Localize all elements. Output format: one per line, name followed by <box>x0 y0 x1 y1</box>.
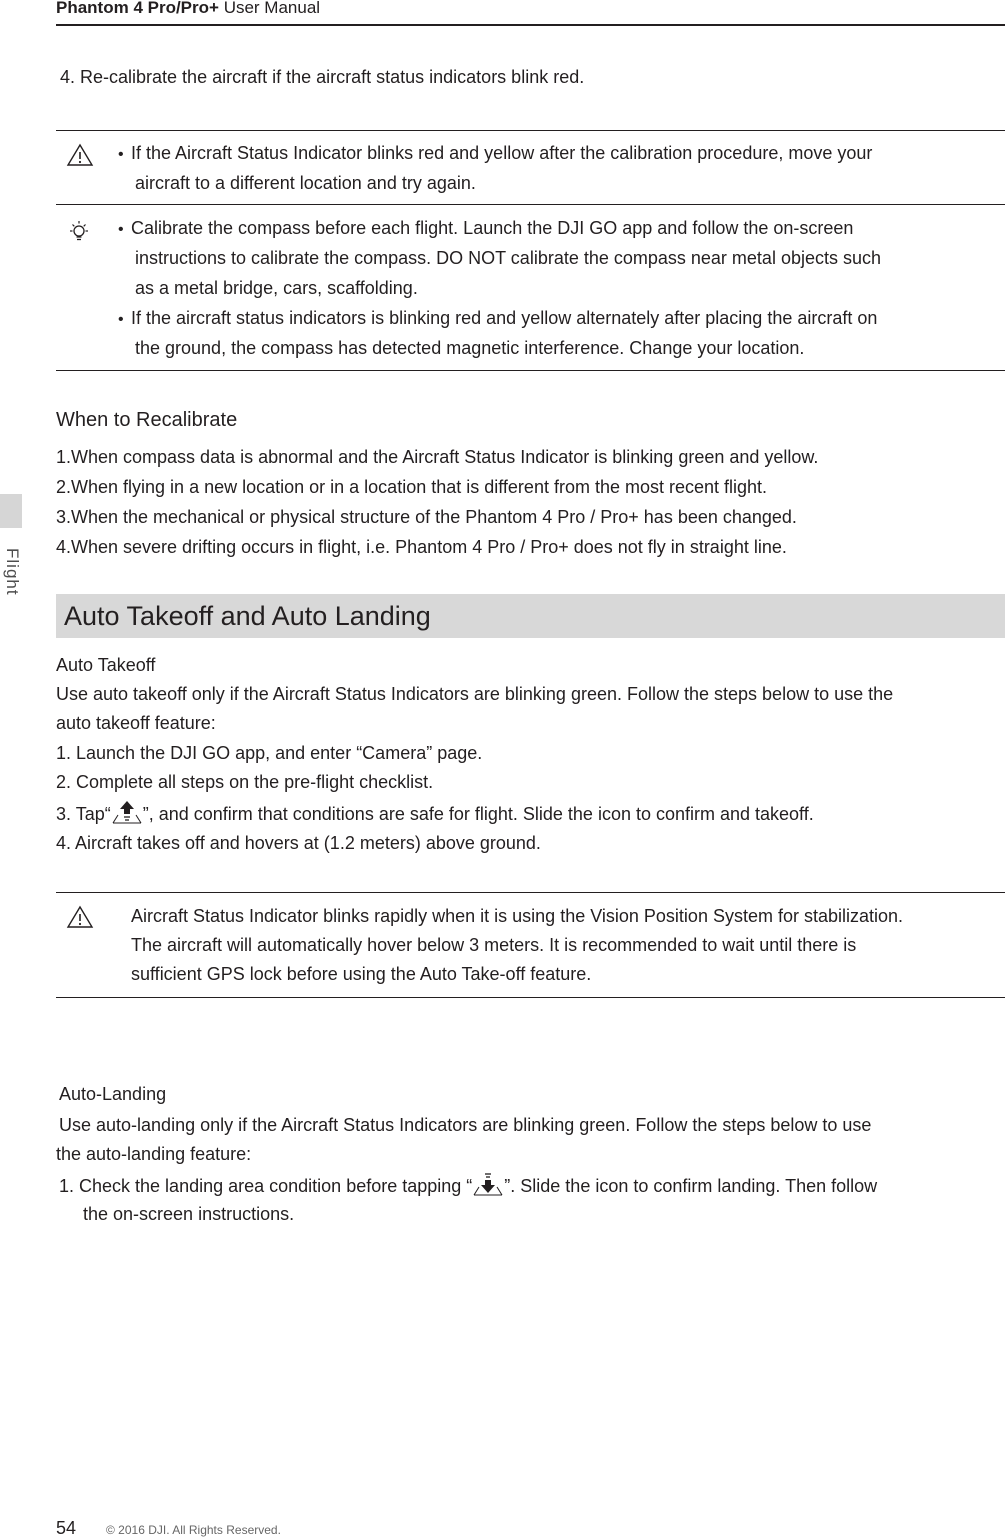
takeoff-step3-prefix: 3. Tap“ <box>56 804 111 824</box>
recalibrate-item-1: 1.When compass data is abnormal and the Aircraft Status Indicator is blinking green and yellow. <box>56 447 819 467</box>
landing-intro-line2: the auto-landing feature: <box>56 1144 252 1164</box>
takeoff-icon <box>111 800 143 822</box>
landing-step1-prefix: 1. Check the landing area condition before tapping “ <box>59 1176 473 1196</box>
landing-step-1-line2: the on-screen instructions. <box>83 1204 295 1224</box>
landing-step-1 <box>59 1171 877 1201</box>
lightbulb-icon <box>66 219 92 250</box>
recalibrate-step: 4. Re-calibrate the aircraft if the aircraft status indicators blink red. <box>60 67 585 87</box>
recalibrate-heading: When to Recalibrate <box>56 409 238 431</box>
warning2-bottom-rule <box>56 997 1005 998</box>
takeoff-intro-line1: Use auto takeoff only if the Aircraft Status Indicators are blinking green. Follow the steps below to use the <box>56 684 894 704</box>
recalibrate-item-2: 2.When flying in a new location or in a location that is different from the most recent flight. <box>56 477 768 497</box>
tip1-text1: Calibrate the compass before each flight. Launch the DJI GO app and follow the on-screen <box>131 218 854 238</box>
landing-heading: Auto-Landing <box>59 1084 167 1104</box>
side-tab-marker <box>0 494 22 528</box>
tip2-line1: • If the aircraft status indicators is blinking red and yellow alternately after placing the aircraft on <box>118 308 878 328</box>
warning1-line2: aircraft to a different location and try again. <box>135 173 476 193</box>
tip2-line2: the ground, the compass has detected magnetic interference. Change your location. <box>135 338 805 358</box>
page-number: 54 <box>56 1518 77 1538</box>
header-product: Phantom 4 Pro/Pro+ <box>56 0 219 17</box>
tip2-text1: If the aircraft status indicators is blinking red and yellow alternately after placing the aircraft on <box>131 308 878 328</box>
recalibrate-item-3: 3.When the mechanical or physical structure of the Phantom 4 Pro / Pro+ has been changed. <box>56 507 797 527</box>
tip1-line1: • Calibrate the compass before each flight. Launch the DJI GO app and follow the on-screen <box>118 218 854 238</box>
tip1-line2: instructions to calibrate the compass. DO NOT calibrate the compass near metal objects such <box>135 248 881 268</box>
recalibrate-item-4: 4.When severe drifting occurs in flight, i.e. Phantom 4 Pro / Pro+ does not fly in straight line. <box>56 537 787 557</box>
warning-icon <box>66 143 94 172</box>
warning-icon <box>66 905 94 934</box>
takeoff-step-4: 4. Aircraft takes off and hovers at (1.2 meters) above ground. <box>56 833 541 853</box>
warning2-line2: The aircraft will automatically hover below 3 meters. It is recommended to wait until there is <box>131 935 857 955</box>
takeoff-step-3 <box>56 799 814 829</box>
landing-intro-line1: Use auto-landing only if the Aircraft Status Indicators are blinking green. Follow the steps below to use <box>59 1115 872 1135</box>
header-manual: User Manual <box>223 0 321 17</box>
takeoff-step-2: 2. Complete all steps on the pre-flight checklist. <box>56 772 434 792</box>
tips-bottom-rule <box>56 370 1005 371</box>
section-title: Auto Takeoff and Auto Landing <box>64 601 431 631</box>
side-tab-label: Flight <box>3 548 22 596</box>
warning1-line1: • If the Aircraft Status Indicator blinks red and yellow after the calibration procedure, move your <box>118 143 873 163</box>
warning2-line1: Aircraft Status Indicator blinks rapidly when it is using the Vision Position System for stabilization. <box>131 906 904 926</box>
landing-icon <box>472 1172 504 1194</box>
warning2-top-rule <box>56 892 1005 893</box>
warning2-line3: sufficient GPS lock before using the Auto Take-off feature. <box>131 964 592 984</box>
copyright: © 2016 DJI. All Rights Reserved. <box>106 1523 281 1537</box>
header-title <box>56 0 320 18</box>
header-rule <box>56 24 1005 26</box>
tip1-line3: as a metal bridge, cars, scaffolding. <box>135 278 418 298</box>
takeoff-intro-line2: auto takeoff feature: <box>56 713 216 733</box>
takeoff-heading: Auto Takeoff <box>56 655 156 675</box>
takeoff-step3-suffix: ”, and confirm that conditions are safe for flight. Slide the icon to confirm and takeoff. <box>142 804 814 824</box>
warning1-text1: If the Aircraft Status Indicator blinks red and yellow after the calibration procedure, move your <box>131 143 873 163</box>
warning1-bottom-rule <box>56 204 1005 205</box>
takeoff-step-1: 1. Launch the DJI GO app, and enter “Camera” page. <box>56 743 483 763</box>
warning1-top-rule <box>56 130 1005 131</box>
landing-step1-suffix: ”. Slide the icon to confirm landing. Then follow <box>504 1176 878 1196</box>
